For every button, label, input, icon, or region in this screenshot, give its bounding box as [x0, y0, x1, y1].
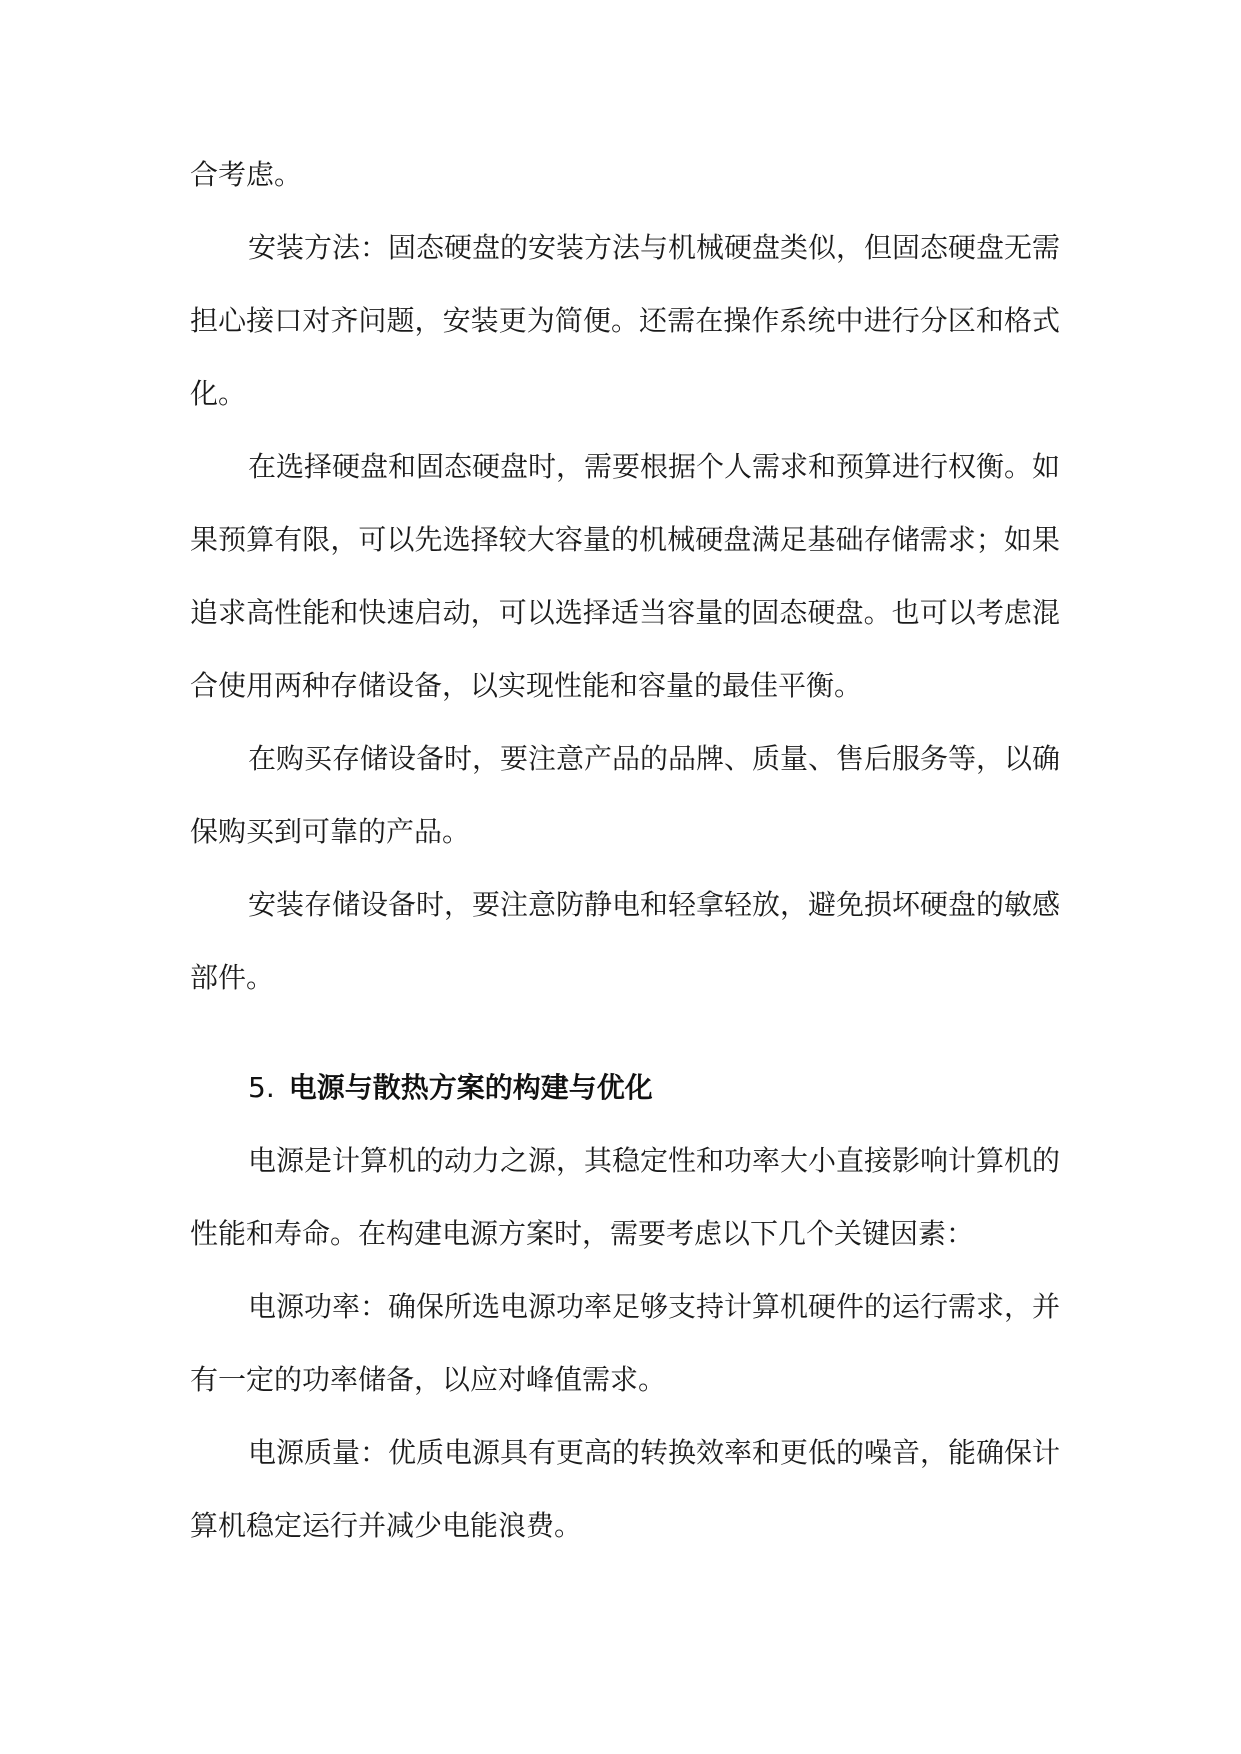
- section-number: 5.: [248, 1071, 275, 1104]
- paragraph-continuation: 合考虑。: [190, 158, 303, 191]
- paragraph-power-quality: 电源质量：优质电源具有更高的转换效率和更低的噪音，能确保计算机稳定运行并减少电能浪费。: [190, 1436, 1061, 1542]
- section-title: 电源与散热方案的构建与优化: [288, 1071, 653, 1104]
- paragraph-purchase: 在购买存储设备时，要注意产品的品牌、质量、售后服务等，以确保购买到可靠的产品。: [190, 742, 1061, 848]
- section-heading: [190, 1051, 1060, 1124]
- paragraph-install-method: 安装方法：固态硬盘的安装方法与机械硬盘类似，但固态硬盘无需担心接口对齐问题，安装更为简便。还需在操作系统中进行分区和格式化。: [190, 231, 1061, 410]
- paragraph-power-wattage: 电源功率：确保所选电源功率足够支持计算机硬件的运行需求，并有一定的功率储备，以应对峰值需求。: [190, 1290, 1061, 1396]
- paragraph-power-intro: 电源是计算机的动力之源，其稳定性和功率大小直接影响计算机的性能和寿命。在构建电源方案时，需要考虑以下几个关键因素：: [190, 1144, 1061, 1250]
- paragraph-install-care: 安装存储设备时，要注意防静电和轻拿轻放，避免损坏硬盘的敏感部件。: [190, 888, 1061, 994]
- paragraph-choose-balance: 在选择硬盘和固态硬盘时，需要根据个人需求和预算进行权衡。如果预算有限，可以先选择较大容量的机械硬盘满足基础存储需求；如果追求高性能和快速启动，可以选择适当容量的固态硬盘。也可以考虑混合使用两种存储设备，以实现性能和容量的最佳平衡。: [190, 450, 1061, 702]
- document-body: [190, 138, 1060, 1562]
